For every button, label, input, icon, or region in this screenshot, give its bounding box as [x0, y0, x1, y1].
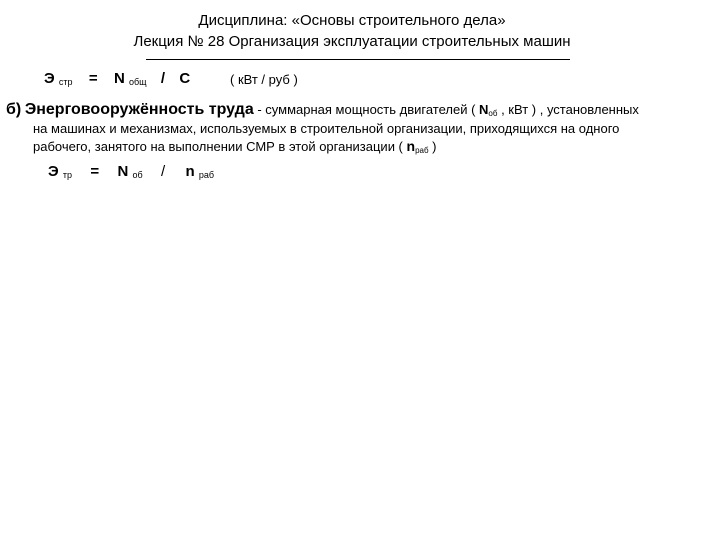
section-b-marker: б) [6, 101, 22, 118]
section-b-text-b: , кВт ) , установленных [497, 102, 639, 117]
formula1-symbol: Э [44, 70, 55, 87]
formula1-eq: = [88, 70, 98, 87]
formula2-numerator-sub: об [132, 170, 143, 180]
formula2-symbol: Э [48, 163, 59, 180]
formula-capital-ratio [44, 70, 190, 87]
formula1-slash: / [160, 70, 166, 87]
formula-labor-ratio [48, 163, 214, 180]
formula2-eq: = [90, 163, 100, 180]
section-b-term: Энерговооружённость труда [24, 101, 254, 118]
section-b-line3-b: ) [428, 139, 437, 154]
formula1-numerator: N [113, 70, 125, 87]
section-b-line2: на машинах и механизмах, используемых в строительной организации, приходящихся на одного [33, 121, 620, 136]
section-b-line3 [33, 138, 437, 155]
formula1-symbol-sub: стр [58, 77, 73, 87]
header-lecture-title: Лекция № 28 Организация эксплуатации строительных машин [133, 33, 571, 50]
section-b-line1 [6, 101, 639, 119]
section-b-line3-sub: раб [415, 146, 429, 155]
formula2-numerator: N [117, 163, 129, 180]
formula1-numerator-sub: общ [128, 77, 147, 87]
formula2-denominator: n [185, 163, 195, 180]
section-b-line3-a: рабочего, занятого на выполнении СМР в этой организации ( [33, 139, 407, 154]
formula1-units: ( кВт / руб ) [230, 72, 298, 87]
section-b-n-sub: об [488, 109, 498, 118]
formula2-symbol-sub: тр [62, 170, 72, 180]
header-discipline: Дисциплина: «Основы строительного дела» [198, 12, 506, 29]
section-b-text-a: - суммарная мощность двигателей ( [253, 102, 480, 117]
header-divider [146, 59, 570, 60]
formula1-denominator: С [179, 70, 191, 87]
section-b-line3-n: n [406, 138, 416, 154]
formula2-denominator-sub: раб [198, 170, 214, 180]
section-b-n-symbol: N [479, 102, 489, 117]
formula2-slash: / [160, 163, 166, 180]
